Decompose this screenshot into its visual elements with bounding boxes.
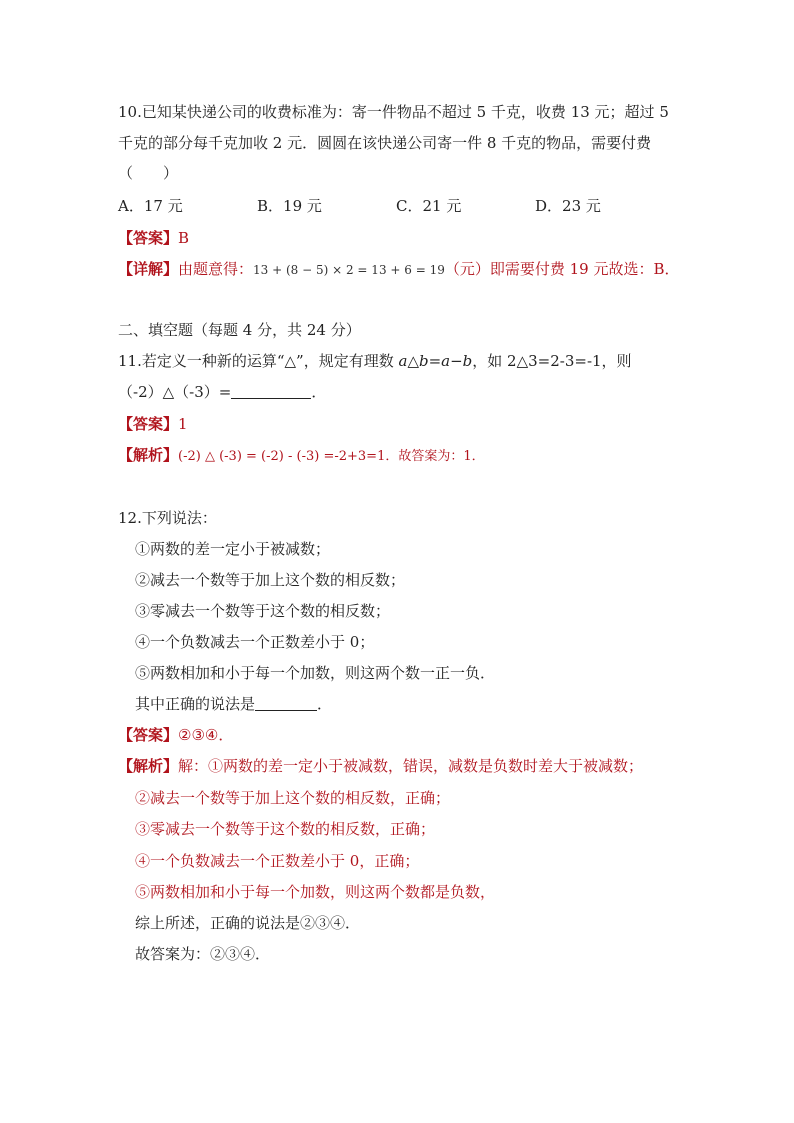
answer-value: B <box>178 229 190 247</box>
detail-conclusion: （元）即需要付费 19 元故选：B． <box>444 260 680 278</box>
q12-question-text: 其中正确的说法是 <box>135 695 256 713</box>
q12-item-4: ④一个负数减去一个正数差小于 0； <box>135 633 375 651</box>
section-title: 二、填空题（每题 4 分，共 24 分） <box>118 321 361 339</box>
q12-analysis-line5: ⑤两数相加和小于每一个加数，则这两个数都是负数， <box>135 883 496 901</box>
answer-label: 【答案】 <box>118 415 179 433</box>
q10-line1: 10.已知某快递公司的收费标准为：寄一件物品不超过 5 千克，收费 13 元；超过 5 <box>118 103 669 121</box>
answer-value: ②③④． <box>178 726 234 744</box>
q12-item-1: ①两数的差一定小于被减数； <box>135 540 331 558</box>
q11-line1 <box>118 350 632 372</box>
answer-value: 1 <box>178 415 188 433</box>
q10-line3: （ ） <box>118 164 179 182</box>
analysis-text: (-2) △ (-3) = (-2) - (-3) =-2+3=1．故答案为：1． <box>178 449 485 464</box>
detail-label: 【详解】 <box>118 260 179 278</box>
answer-label: 【答案】 <box>118 229 179 247</box>
answer-blank <box>231 382 311 399</box>
q12-item-5: ⑤两数相加和小于每一个加数，则这两个数一正一负． <box>135 664 496 682</box>
q12-analysis-line1 <box>118 755 643 777</box>
q10-option-d: D．23 元 <box>535 197 601 215</box>
q10-option-c: C．21 元 <box>396 197 462 215</box>
answer-blank <box>255 694 317 711</box>
q10-line2: 千克的部分每千克加收 2 元．圆圆在该快递公司寄一件 8 千克的物品，需要付费 <box>118 134 652 152</box>
q11-expr: （-2）△（-3）= <box>118 383 232 401</box>
detail-formula: 13 + (8 − 5) × 2 = 13 + 6 = 19 <box>253 263 445 277</box>
q12-analysis-line7: 故答案为：②③④． <box>135 945 271 963</box>
q12-item-3: ③零减去一个数等于这个数的相反数； <box>135 602 391 620</box>
q11-answer <box>118 413 188 435</box>
q11-analysis <box>118 444 485 468</box>
q12-period: ． <box>317 695 333 713</box>
q12-answer <box>118 724 233 746</box>
q10-answer <box>118 227 189 249</box>
q11-period: ． <box>311 383 327 401</box>
q11-line2 <box>118 381 326 403</box>
q12-item-2: ②减去一个数等于加上这个数的相反数； <box>135 571 406 589</box>
q10-option-a: A．17 元 <box>118 197 183 215</box>
q10-option-b: B．19 元 <box>257 197 322 215</box>
q10-detail <box>118 258 680 281</box>
analysis-text: 解：①两数的差一定小于被减数，错误，减数是负数时差大于被减数； <box>178 757 644 775</box>
q12-question <box>135 693 332 715</box>
analysis-label: 【解析】 <box>118 446 179 464</box>
q11-text-pre: 11.若定义一种新的运算“△”，规定有理数 <box>118 352 399 370</box>
q12-analysis-line4: ④一个负数减去一个正数差小于 0，正确； <box>135 852 420 870</box>
q11-expression: a△b=a−b <box>398 352 473 370</box>
analysis-label: 【解析】 <box>118 757 179 775</box>
q12-title: 12.下列说法： <box>118 509 217 527</box>
detail-intro: 由题意得： <box>178 260 254 278</box>
q11-text-post: ，如 2△3=2-3=-1，则 <box>472 352 632 370</box>
answer-label: 【答案】 <box>118 726 179 744</box>
q12-analysis-line6: 综上所述，正确的说法是②③④． <box>135 914 361 932</box>
q12-analysis-line2: ②减去一个数等于加上这个数的相反数，正确； <box>135 789 451 807</box>
q12-analysis-line3: ③零减去一个数等于这个数的相反数，正确； <box>135 820 436 838</box>
